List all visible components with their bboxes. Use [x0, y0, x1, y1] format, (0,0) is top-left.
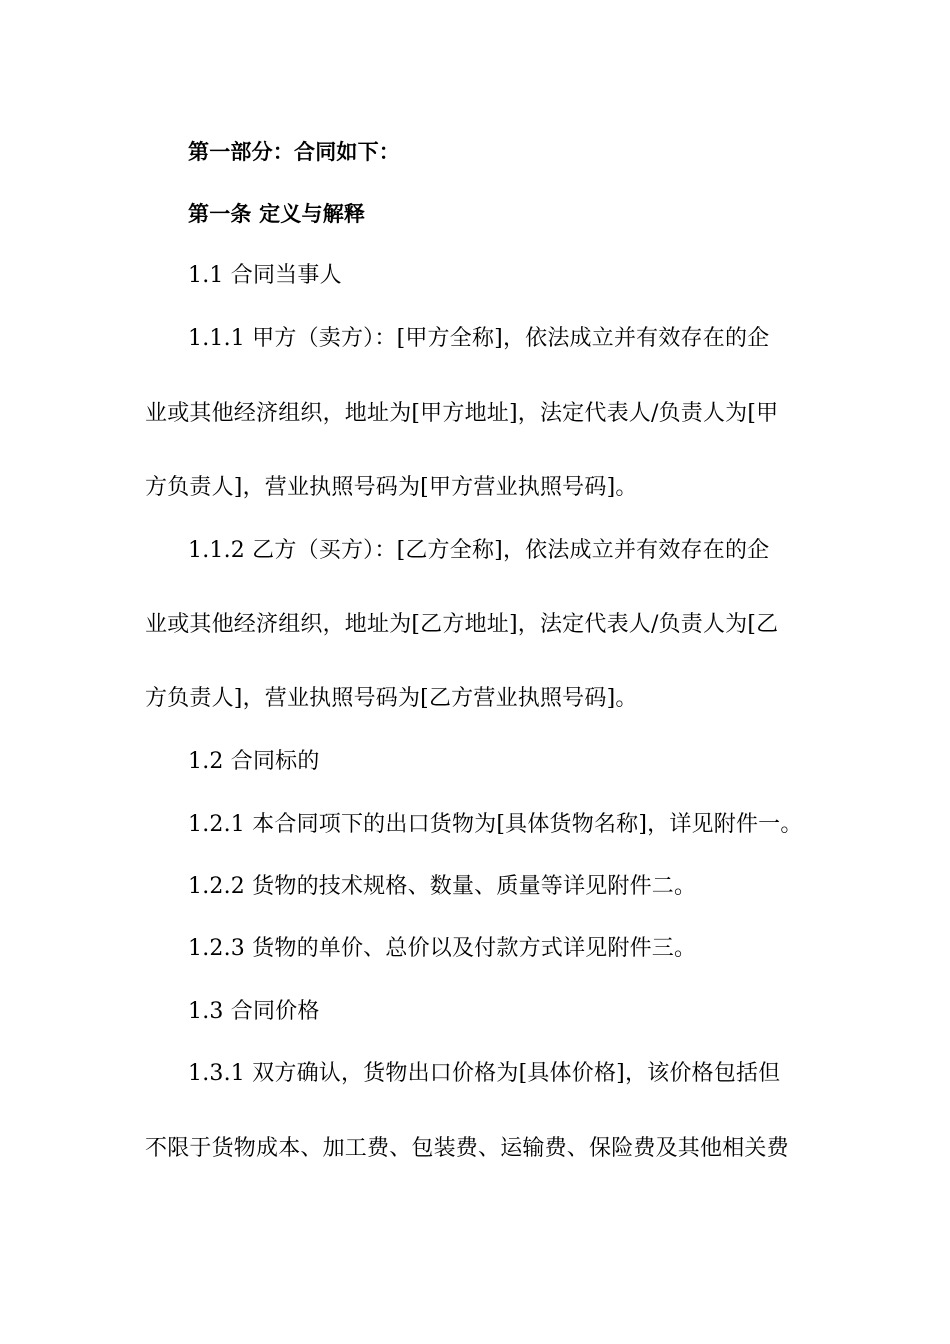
clause-1-2-3: 1.2.3 货物的单价、总价以及付款方式详见附件三。: [188, 936, 697, 961]
clause-1-1-1-line-2: 业或其他经济组织，地址为[甲方地址]，法定代表人/负责人为[甲: [145, 401, 779, 426]
part-heading: 第一部分：合同如下：: [188, 140, 400, 164]
clause-1-2-1: 1.2.1 本合同项下的出口货物为[具体货物名称]，详见附件一。: [188, 812, 803, 837]
clause-1-1-1-line-3: 方负责人]，营业执照号码为[甲方营业执照号码]。: [145, 475, 638, 500]
clause-1-1-2-line-2: 业或其他经济组织，地址为[乙方地址]，法定代表人/负责人为[乙: [145, 612, 779, 637]
clause-1-2-2: 1.2.2 货物的技术规格、数量、质量等详见附件二。: [188, 874, 697, 899]
clause-1-1-1-line-1: 1.1.1 甲方（卖方）：[甲方全称]，依法成立并有效存在的企: [188, 326, 770, 351]
section-1-3-title: 1.3 合同价格: [188, 999, 320, 1024]
clause-1-1-2-line-1: 1.1.2 乙方（买方）：[乙方全称]，依法成立并有效存在的企: [188, 538, 770, 563]
article-heading: 第一条 定义与解释: [188, 202, 366, 226]
section-1-2-title: 1.2 合同标的: [188, 749, 320, 774]
section-1-1-title: 1.1 合同当事人: [188, 263, 342, 288]
clause-1-1-2-line-3: 方负责人]，营业执照号码为[乙方营业执照号码]。: [145, 686, 638, 711]
clause-1-3-1-line-1: 1.3.1 双方确认，货物出口价格为[具体价格]，该价格包括但: [188, 1061, 781, 1086]
clause-1-3-1-line-2: 不限于货物成本、加工费、包装费、运输费、保险费及其他相关费: [145, 1136, 789, 1161]
